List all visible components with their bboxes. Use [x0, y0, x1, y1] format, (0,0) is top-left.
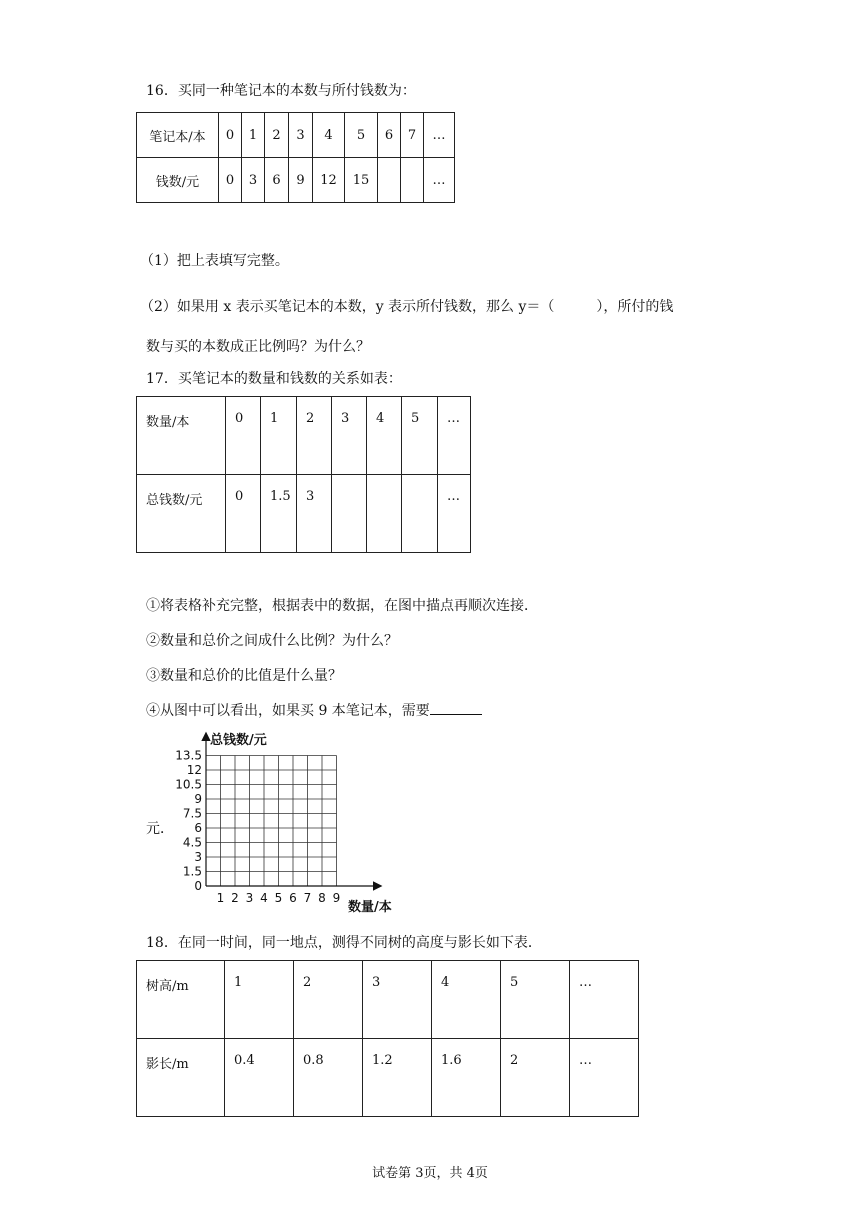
q16-r1c9: …	[424, 113, 455, 158]
q18-r1c2: 2	[294, 961, 363, 1039]
q18-r1c1: 1	[225, 961, 294, 1039]
q17-r2c6	[402, 475, 438, 553]
x-tick-label: 2	[231, 891, 239, 905]
q16-r1c8: 7	[401, 113, 424, 158]
q17-r1c3: 2	[297, 397, 332, 475]
q16-r1c4: 3	[289, 113, 313, 158]
q18-r2c1: 0.4	[225, 1039, 294, 1117]
q16-r2c2: 3	[242, 158, 265, 203]
table-row	[137, 1039, 639, 1117]
q18-r2c3: 1.2	[363, 1039, 432, 1117]
q16-part1: （1）把上表填写完整。	[140, 253, 289, 269]
x-axis-label: 数量/本	[348, 900, 392, 915]
q16-r2c4: 9	[289, 158, 313, 203]
x-tick-label: 5	[274, 891, 283, 905]
y-tick-label: 7.5	[182, 806, 202, 821]
q18-r1c5: 5	[501, 961, 570, 1039]
q17-step3: ③数量和总价的比值是什么量？	[146, 668, 342, 684]
x-tick-label: 4	[260, 891, 268, 905]
q16-r1c3: 2	[265, 113, 289, 158]
q17-table	[136, 396, 471, 553]
y-axis-label: 总钱数/元	[210, 733, 267, 748]
q16-r1c5: 4	[313, 113, 345, 158]
table-row	[137, 475, 471, 553]
q16-r1c7: 6	[378, 113, 401, 158]
q17-r2c4	[332, 475, 367, 553]
q17-r2c2: 1.5	[261, 475, 297, 553]
q18-r1c3: 3	[363, 961, 432, 1039]
q17-r2c3: 3	[297, 475, 332, 553]
q18-r1c4: 4	[432, 961, 501, 1039]
q17-grid-chart	[170, 728, 410, 920]
q18-r2c2: 0.8	[294, 1039, 363, 1117]
y-tick-labels	[175, 749, 202, 894]
q16-table	[136, 112, 455, 203]
y-tick-label: 13.5	[175, 748, 202, 763]
q16-r1c0: 笔记本/本	[137, 113, 219, 158]
y-tick-label: 3	[194, 850, 202, 864]
y-tick-label: 0	[194, 879, 202, 893]
q16-r2c6: 15	[345, 158, 378, 203]
table-row	[137, 113, 455, 158]
q18-table	[136, 960, 639, 1117]
q17-step1: ①将表格补充完整，根据表中的数据，在图中描点再顺次连接．	[146, 598, 538, 614]
q17-step2: ②数量和总价之间成什么比例？为什么？	[146, 633, 398, 649]
q16-r1c2: 1	[242, 113, 265, 158]
q16-r2c3: 6	[265, 158, 289, 203]
q18-r2c4: 1.6	[432, 1039, 501, 1117]
q16-r2c9: …	[424, 158, 455, 203]
x-tick-label: 3	[245, 891, 254, 905]
y-tick-label: 6	[194, 821, 202, 835]
page-footer: 试卷第 3页，共 4页	[372, 1166, 488, 1181]
chart-grid	[206, 756, 337, 887]
q17-r2c7: …	[438, 475, 471, 553]
q17-r1c2: 1	[261, 397, 297, 475]
x-tick-label: 1	[216, 891, 225, 905]
q17-r1c4: 3	[332, 397, 367, 475]
q16-r1c1: 0	[219, 113, 242, 158]
y-tick-label: 1.5	[182, 864, 202, 879]
q17-r1c1: 0	[226, 397, 261, 475]
table-row	[137, 158, 455, 203]
x-tick-label: 6	[289, 891, 297, 905]
x-tick-labels	[217, 891, 341, 905]
y-tick-label: 10.5	[175, 777, 202, 792]
q17-r1c7: …	[438, 397, 471, 475]
table-row	[137, 961, 639, 1039]
q17-r1c6: 5	[402, 397, 438, 475]
q16-r2c1: 0	[219, 158, 242, 203]
q18-r2c0: 影长/m	[137, 1039, 225, 1117]
q18-r2c5: 2	[501, 1039, 570, 1117]
q17-step4-end: 元．	[146, 821, 174, 837]
q18-r1c0: 树高/m	[137, 961, 225, 1039]
y-tick-label: 4.5	[182, 835, 202, 850]
q17-r1c5: 4	[367, 397, 402, 475]
q17-step4-text: ④从图中可以看出，如果买 9 本笔记本，需要	[146, 703, 430, 719]
q16-r2c8	[401, 158, 424, 203]
q18-title: 18．在同一时间，同一地点，测得不同树的高度与影长如下表．	[146, 935, 542, 951]
q17-step4	[146, 700, 482, 720]
q16-part2: （2）如果用 x 表示买笔记本的本数，y 表示所付钱数，那么 y＝（ ），所付的钱	[140, 299, 674, 315]
answer-blank	[430, 702, 482, 715]
q17-title: 17．买笔记本的数量和钱数的关系如表：	[146, 371, 402, 387]
q16-title: 16．买同一种笔记本的本数与所付钱数为：	[146, 83, 416, 99]
q16-r2c7	[378, 158, 401, 203]
q16-r1c6: 5	[345, 113, 378, 158]
q16-part3: 数与买的本数成正比例吗？为什么？	[146, 339, 370, 355]
table-row	[137, 397, 471, 475]
y-tick-label: 9	[194, 792, 202, 806]
q17-r1c0: 数量/本	[137, 397, 226, 475]
x-tick-label: 7	[303, 891, 312, 905]
q17-r2c0: 总钱数/元	[137, 475, 226, 553]
x-tick-label: 9	[332, 891, 341, 905]
q17-r2c1: 0	[226, 475, 261, 553]
y-tick-label: 12	[186, 763, 202, 777]
q18-r1c6: …	[570, 961, 639, 1039]
q16-r2c0: 钱数/元	[137, 158, 219, 203]
q18-r2c6: …	[570, 1039, 639, 1117]
q16-r2c5: 12	[313, 158, 345, 203]
x-tick-label: 8	[318, 891, 326, 905]
q17-r2c5	[367, 475, 402, 553]
